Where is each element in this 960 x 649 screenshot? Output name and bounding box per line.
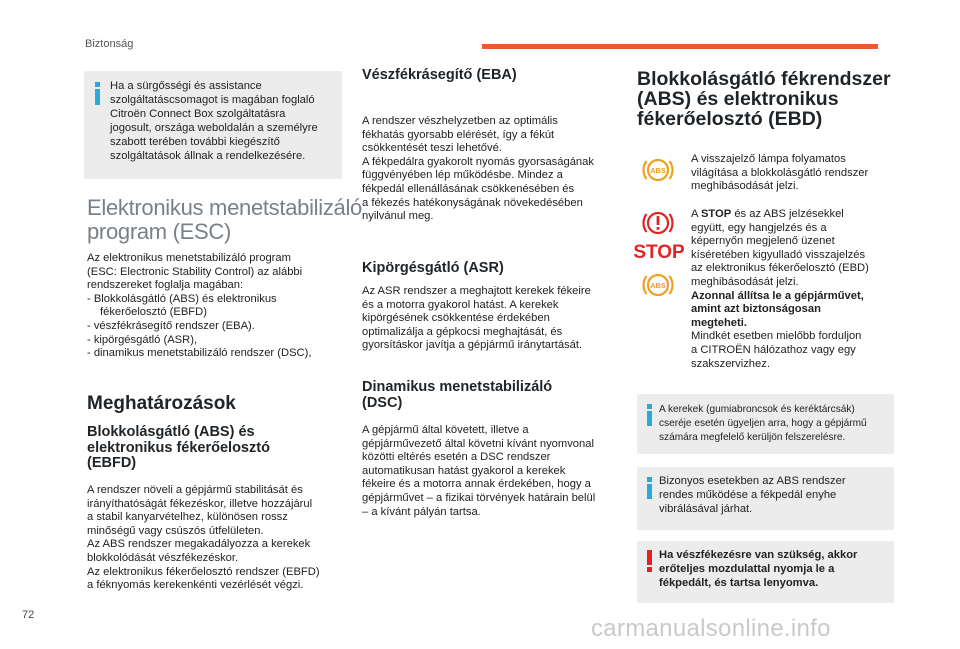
asr-text: Az ASR rendszer a meghajtott kerekek fékeire és a motorra gyakorol hatást. A kerekek kipörgésének csökkentése érdekében optimalizálja a gépkocsi meghajtását, és gyorsításkor javítja a gépjármű iránytartását. [362,285,591,352]
asr-heading: Kipörgésgátló (ASR) [362,260,504,276]
svg-text:STOP: STOP [633,242,685,263]
section-accent-bar [482,44,878,49]
abs-vibration-note [637,467,894,530]
svg-text:ABS: ABS [650,166,666,175]
esc-list-item: - kipörgésgátló (ASR), [87,333,198,346]
abs-warning-lamp-icon [640,267,676,303]
definitions-heading: Meghatározások [87,393,236,414]
warning-exclamation-icon [647,550,652,565]
eba-heading: Vészfékrásegítő (EBA) [362,67,517,83]
esc-list-item: - dinamikus menetstabilizáló rendszer (DSC), [87,347,312,360]
wheel-change-note-text: A kerekek (gumiabroncsok és keréktárcsák) cseréje esetén ügyeljen arra, hogy a gépjármű számára megfelelő kerüljön felszerelésre. [659,404,867,443]
emergency-brake-warning-text: Ha vészfékezésre van szükség, akkor erőteljes mozdulattal nyomja le a fékpedált, és tartsa lenyomva. [659,549,858,589]
section-label: Biztonság [85,38,134,50]
dsc-heading: Dinamikus menetstabilizáló (DSC) [362,379,553,411]
lamp2-text: A STOP és az ABS jelzésekkel együtt, egy hangjelzés és a képernyőn megjelenő üzenet kíséretében kigyulladó visszajelzés az elektronikus fékerőelosztó (EBD) meghibásodását jelzi. Azonnal állítsa le a gépjárművet, amint azt biztonságosan megteheti. Mindkét esetben mielőbb forduljon a CITROËN hálózathoz vagy egy szakszervizhez. [691,208,869,370]
brake-warning-icon [640,207,676,239]
esc-list-item-cont: fékerőelosztó (EBFD) [100,306,207,319]
stop-icon [633,240,685,263]
wheel-change-note [637,394,894,454]
abs-ebd-title: Blokkolásgátló fékrendszer (ABS) és elektronikus fékerőelosztó (EBD) [637,68,891,130]
page-number: 72 [22,609,35,621]
dsc-text: A gépjármű által követett, illetve a gépjárművezető által követni kívánt nyomvonal közötti eltérés esetén a DSC rendszer automatikusan hatást gyakorol a kerekek fékeire és a motorra annak érdekében, hogy a gépjárművet – a fizikai törvények határain belül – a kívánt pályán tartsa. [362,424,596,518]
connect-box-note [84,71,342,179]
connect-box-note-text: Ha a sürgősségi és assistance szolgáltatáscsomagot is magában foglaló Citroën Connect Box szolgáltatásra jogosult, országa weboldalán a személyre szabott terében további kiegészítő szolgáltatások állnak a rendelkezésére. [110,80,318,162]
info-icon [95,89,100,105]
eba-text: A rendszer vészhelyzetben az optimális fékhatás gyorsabb elérését, így a fékút csökkentését teszi lehetővé. A fékpedálra gyakorolt nyomás gyorsaságának függvényében lép működésbe. Mindez a fékpedál ellenállásának csökkenésében és a fékezés hatékonyságának növekedésében nyilvánul meg. [362,115,594,223]
info-icon [647,484,652,499]
abs-warning-lamp-icon [640,152,676,188]
abs-ebfd-heading: Blokkolásgátló (ABS) és elektronikus fékerőelosztó (EBFD) [87,424,270,471]
esc-list-item: - Blokkolásgátló (ABS) és elektronikus [87,292,277,305]
esc-title: Elektronikus menetstabilizáló program (ESC) [87,195,362,244]
info-icon [647,411,652,426]
footer-watermark: carmanualsonline.info [591,615,831,642]
abs-ebfd-text: A rendszer növeli a gépjármű stabilitását és irányíthatóságát fékezéskor, illetve hozzájárul a stabil kanyarvételhez, különösen rossz minőségű vagy csúszós útfelületen. Az ABS rendszer megakadályozza a kerekek blokkolódását vészfékezéskor. Az elektronikus fékerőelosztó rendszer (EBFD) a féknyomás kerekenkénti vezérlését végzi. [87,484,320,592]
abs-vibration-note-text: Bizonyos esetekben az ABS rendszer rendes működése a fékpedál enyhe vibrálásával járhat. [659,475,846,515]
lamp1-text: A visszajelző lámpa folyamatos világítása a blokkolásgátló rendszer meghibásodását jelzi. [691,153,869,193]
svg-text:ABS: ABS [650,281,666,290]
esc-list-item: - vészfékrásegítő rendszer (EBA). [87,319,255,332]
emergency-brake-warning [637,541,894,603]
esc-intro: Az elektronikus menetstabilizáló program (ESC: Electronic Stability Control) az alábbi rendszereket foglalja magában: - Blokkolásgátló (ABS) és elektronikus fékerőelosztó (EBFD) - vészfékrásegítő rendszer (EBA). - kipörgésgátló (ASR), - dinamikus menetstabilizáló rendszer (DSC), [87,252,312,360]
